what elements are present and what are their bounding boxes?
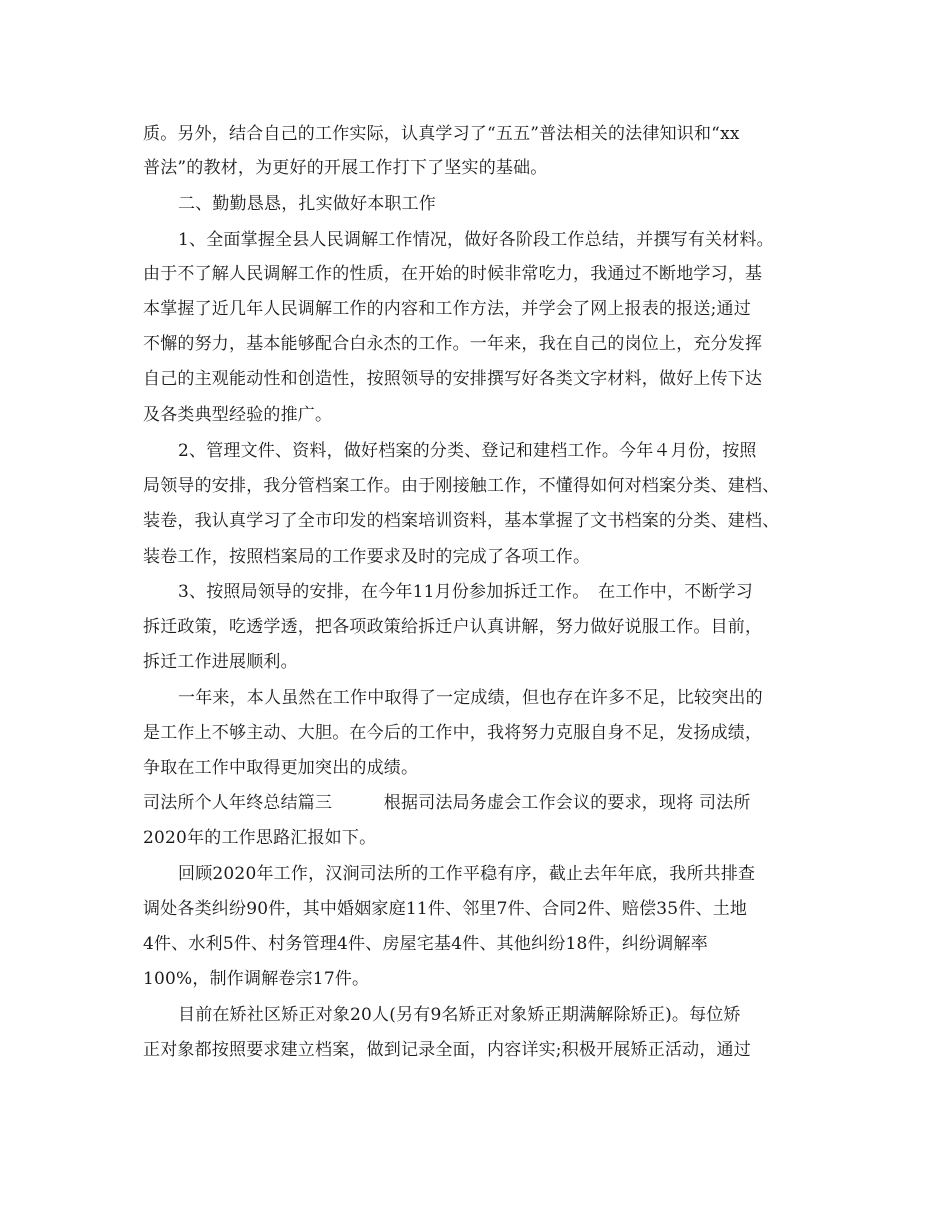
text-line: 调处各类纠纷90件，其中婚姻家庭11件、邻里7件、合同2件、赔偿35件、土地 (143, 899, 748, 919)
text-line: 100%，制作调解卷宗17件。 (143, 969, 370, 989)
text-line: 普法”的教材，为更好的开展工作打下了坚实的基础。 (143, 158, 548, 178)
text-line: 自己的主观能动性和创造性，按照领导的安排撰写好各类文字材料，做好上传下达 (143, 369, 763, 389)
text-line: 2、管理文件、资料，做好档案的分类、登记和建档工作。今年４月份，按照 (178, 441, 757, 461)
text-line: 拆迁工作进展顺利。 (143, 652, 298, 672)
text-line: 质。另外，结合自己的工作实际，认真学习了“五五”普法相关的法律知识和“xx (143, 124, 740, 144)
text-line: 1、全面掌握全县人民调解工作情况，做好各阶段工作总结，并撰写有关材料。 (178, 230, 774, 250)
text-line: 装卷，我认真学习了全市印发的档案培训资料，基本掌握了文书档案的分类、建档、 (143, 511, 780, 531)
text-line: 拆迁政策，吃透学透，把各项政策给拆迁户认真讲解，努力做好说服工作。目前， (143, 617, 763, 637)
text-line: 及各类典型经验的推广。 (143, 405, 333, 425)
text-line: 回顾2020年工作，汉涧司法所的工作平稳有序，截止去年年底，我所共排查 (178, 864, 756, 884)
section-title-line: 司法所个人年终总结篇三 根据司法局务虚会工作会议的要求，现将 司法所 (143, 793, 751, 813)
text-line: 2020年的工作思路汇报如下。 (143, 828, 377, 848)
text-line: 装卷工作，按照档案局的工作要求及时的完成了各项工作。 (143, 547, 591, 567)
text-line: 4件、水利5件、村务管理4件、房屋宅基4件、其他纠纷18件，纠纷调解率 (143, 934, 708, 954)
text-line: 局领导的安排，我分管档案工作。由于刚接触工作，不懂得如何对档案分类、建档、 (143, 476, 780, 496)
text-line: 不懈的努力，基本能够配合白永杰的工作。一年来，我在自己的岗位上，充分发挥 (143, 334, 763, 354)
text-line: 3、按照局领导的安排，在今年11月份参加拆迁工作。 在工作中，不断学习 (178, 582, 753, 602)
text-line: 由于不了解人民调解工作的性质，在开始的时候非常吃力，我通过不断地学习，基 (143, 264, 763, 284)
text-line: 正对象都按照要求建立档案，做到记录全面，内容详实;积极开展矫正活动，通过 (143, 1040, 751, 1060)
text-line: 是工作上不够主动、大胆。在今后的工作中，我将努力克服自身不足，发扬成绩， (143, 723, 763, 743)
section-heading: 二、勤勤恳恳，扎实做好本职工作 (178, 194, 436, 214)
text-line: 争取在工作中取得更加突出的成绩。 (143, 758, 419, 778)
text-line: 一年来，本人虽然在工作中取得了一定成绩，但也存在许多不足，比较突出的 (178, 688, 763, 708)
text-line: 目前在矫社区矫正对象20人(另有9名矫正对象矫正期满解除矫正)。每位矫 (178, 1005, 741, 1025)
text-line: 本掌握了近几年人民调解工作的内容和工作方法，并学会了网上报表的报送;通过 (143, 299, 751, 319)
